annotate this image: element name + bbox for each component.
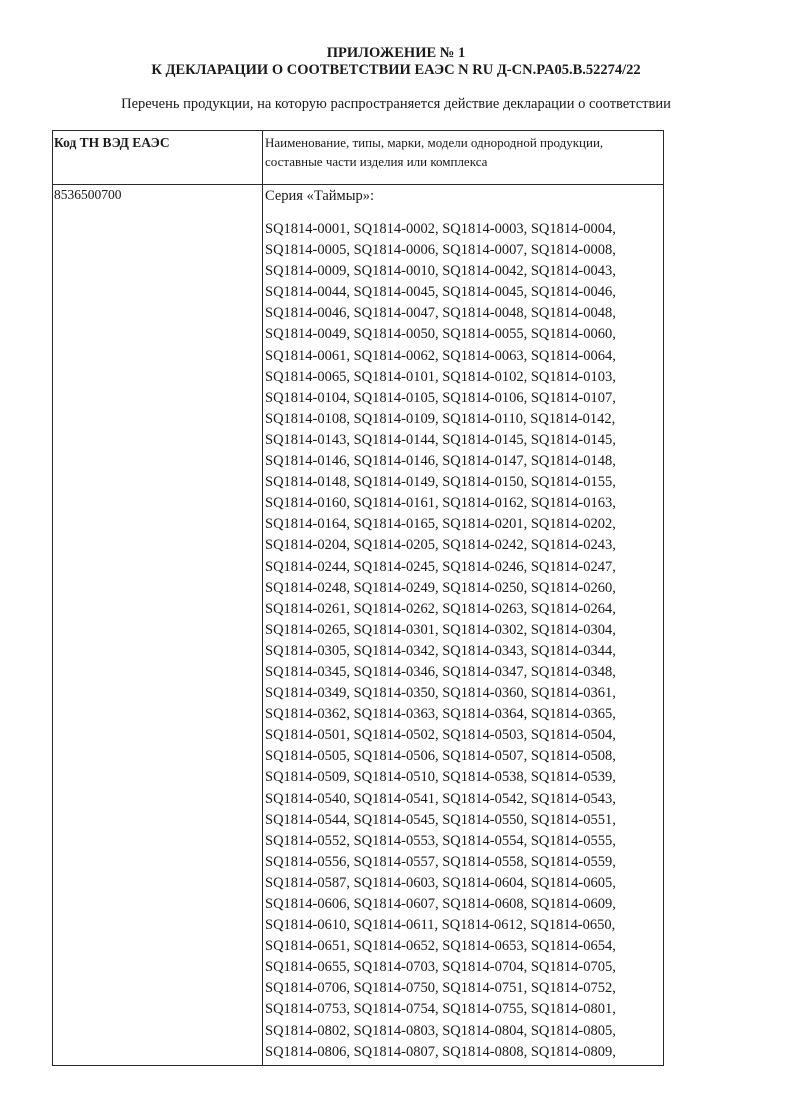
model-list-line: SQ1814-0587, SQ1814-0603, SQ1814-0604, SQ1814-0605, — [265, 874, 616, 891]
model-list-line: SQ1814-0610, SQ1814-0611, SQ1814-0612, SQ1814-0650, — [265, 917, 616, 934]
model-list-line: SQ1814-0204, SQ1814-0205, SQ1814-0242, SQ1814-0243, — [265, 537, 616, 554]
model-list-line: SQ1814-0505, SQ1814-0506, SQ1814-0507, SQ1814-0508, — [265, 748, 616, 765]
series-label: Серия «Таймыр»: — [265, 188, 374, 204]
model-list-line: SQ1814-0349, SQ1814-0350, SQ1814-0360, SQ1814-0361, — [265, 685, 616, 702]
model-list-line: SQ1814-0345, SQ1814-0346, SQ1814-0347, SQ1814-0348, — [265, 663, 616, 680]
model-list-line: SQ1814-0552, SQ1814-0553, SQ1814-0554, SQ1814-0555, — [265, 832, 616, 849]
model-list-line: SQ1814-0049, SQ1814-0050, SQ1814-0055, SQ1814-0060, — [265, 326, 616, 343]
model-list-line: SQ1814-0146, SQ1814-0146, SQ1814-0147, SQ1814-0148, — [265, 453, 616, 470]
model-list-line: SQ1814-0806, SQ1814-0807, SQ1814-0808, SQ1814-0809, — [265, 1043, 616, 1060]
model-list-line: SQ1814-0143, SQ1814-0144, SQ1814-0145, SQ1814-0145, — [265, 431, 616, 448]
model-list-line: SQ1814-0540, SQ1814-0541, SQ1814-0542, SQ1814-0543, — [265, 790, 616, 807]
model-list-line: SQ1814-0544, SQ1814-0545, SQ1814-0550, SQ1814-0551, — [265, 811, 616, 828]
tnved-code-cell: 8536500700 — [54, 187, 122, 202]
model-list-line: SQ1814-0265, SQ1814-0301, SQ1814-0302, SQ1814-0304, — [265, 621, 616, 638]
model-list-line: SQ1814-0009, SQ1814-0010, SQ1814-0042, SQ1814-0043, — [265, 263, 616, 280]
model-list-line: SQ1814-0148, SQ1814-0149, SQ1814-0150, SQ1814-0155, — [265, 474, 616, 491]
model-list-line: SQ1814-0753, SQ1814-0754, SQ1814-0755, SQ1814-0801, — [265, 1001, 616, 1018]
model-list-line: SQ1814-0706, SQ1814-0750, SQ1814-0751, SQ1814-0752, — [265, 980, 616, 997]
document-title-line-2: К ДЕКЛАРАЦИИ О СООТВЕТСТВИИ ЕАЭС N RU Д-CN.PA05.B.52274/22 — [151, 62, 641, 78]
document-title-line-1: ПРИЛОЖЕНИЕ № 1 — [326, 45, 466, 61]
model-list-line: SQ1814-0046, SQ1814-0047, SQ1814-0048, SQ1814-0048, — [265, 305, 616, 322]
model-list-line: SQ1814-0655, SQ1814-0703, SQ1814-0704, SQ1814-0705, — [265, 959, 616, 976]
model-list-line: SQ1814-0065, SQ1814-0101, SQ1814-0102, SQ1814-0103, — [265, 368, 616, 385]
column-divider — [262, 131, 263, 1065]
header-divider — [53, 184, 663, 185]
model-list-line: SQ1814-0244, SQ1814-0245, SQ1814-0246, SQ1814-0247, — [265, 558, 616, 575]
model-list-line: SQ1814-0556, SQ1814-0557, SQ1814-0558, SQ1814-0559, — [265, 853, 616, 870]
model-list-line: SQ1814-0261, SQ1814-0262, SQ1814-0263, SQ1814-0264, — [265, 600, 616, 617]
model-list-line: SQ1814-0606, SQ1814-0607, SQ1814-0608, SQ1814-0609, — [265, 896, 616, 912]
model-list-line: SQ1814-0509, SQ1814-0510, SQ1814-0538, SQ1814-0539, — [265, 769, 616, 786]
model-list-line: SQ1814-0802, SQ1814-0803, SQ1814-0804, SQ1814-0805, — [265, 1022, 616, 1039]
column-header-code: Код ТН ВЭД ЕАЭС — [54, 135, 170, 150]
model-list-line: SQ1814-0362, SQ1814-0363, SQ1814-0364, SQ1814-0365, — [265, 706, 616, 723]
model-list-line: SQ1814-0108, SQ1814-0109, SQ1814-0110, SQ1814-0142, — [265, 410, 616, 427]
model-list-line: SQ1814-0501, SQ1814-0502, SQ1814-0503, SQ1814-0504, — [265, 727, 616, 744]
model-list-line: SQ1814-0005, SQ1814-0006, SQ1814-0007, SQ1814-0008, — [265, 242, 616, 259]
document-subtitle: Перечень продукции, на которую распространяется действие декларации о соответствии — [121, 96, 671, 112]
model-list-line: SQ1814-0044, SQ1814-0045, SQ1814-0045, SQ1814-0046, — [265, 284, 616, 301]
model-list-line: SQ1814-0305, SQ1814-0342, SQ1814-0343, SQ1814-0344, — [265, 642, 616, 659]
model-list-line: SQ1814-0651, SQ1814-0652, SQ1814-0653, SQ1814-0654, — [265, 938, 616, 955]
model-list-line: SQ1814-0104, SQ1814-0105, SQ1814-0106, SQ1814-0107, — [265, 389, 616, 406]
model-list-line: SQ1814-0061, SQ1814-0062, SQ1814-0063, SQ1814-0064, — [265, 347, 616, 364]
column-header-name: Наименование, типы, марки, модели однородной продукции, составные части изделия или комплекса — [265, 135, 604, 169]
products-table — [52, 130, 664, 1066]
model-list — [265, 219, 665, 1063]
model-list-line: SQ1814-0001, SQ1814-0002, SQ1814-0003, SQ1814-0004, — [265, 221, 616, 237]
model-list-line: SQ1814-0164, SQ1814-0165, SQ1814-0201, SQ1814-0202, — [265, 516, 616, 533]
model-list-line: SQ1814-0248, SQ1814-0249, SQ1814-0250, SQ1814-0260, — [265, 579, 616, 596]
model-list-line: SQ1814-0160, SQ1814-0161, SQ1814-0162, SQ1814-0163, — [265, 495, 616, 512]
